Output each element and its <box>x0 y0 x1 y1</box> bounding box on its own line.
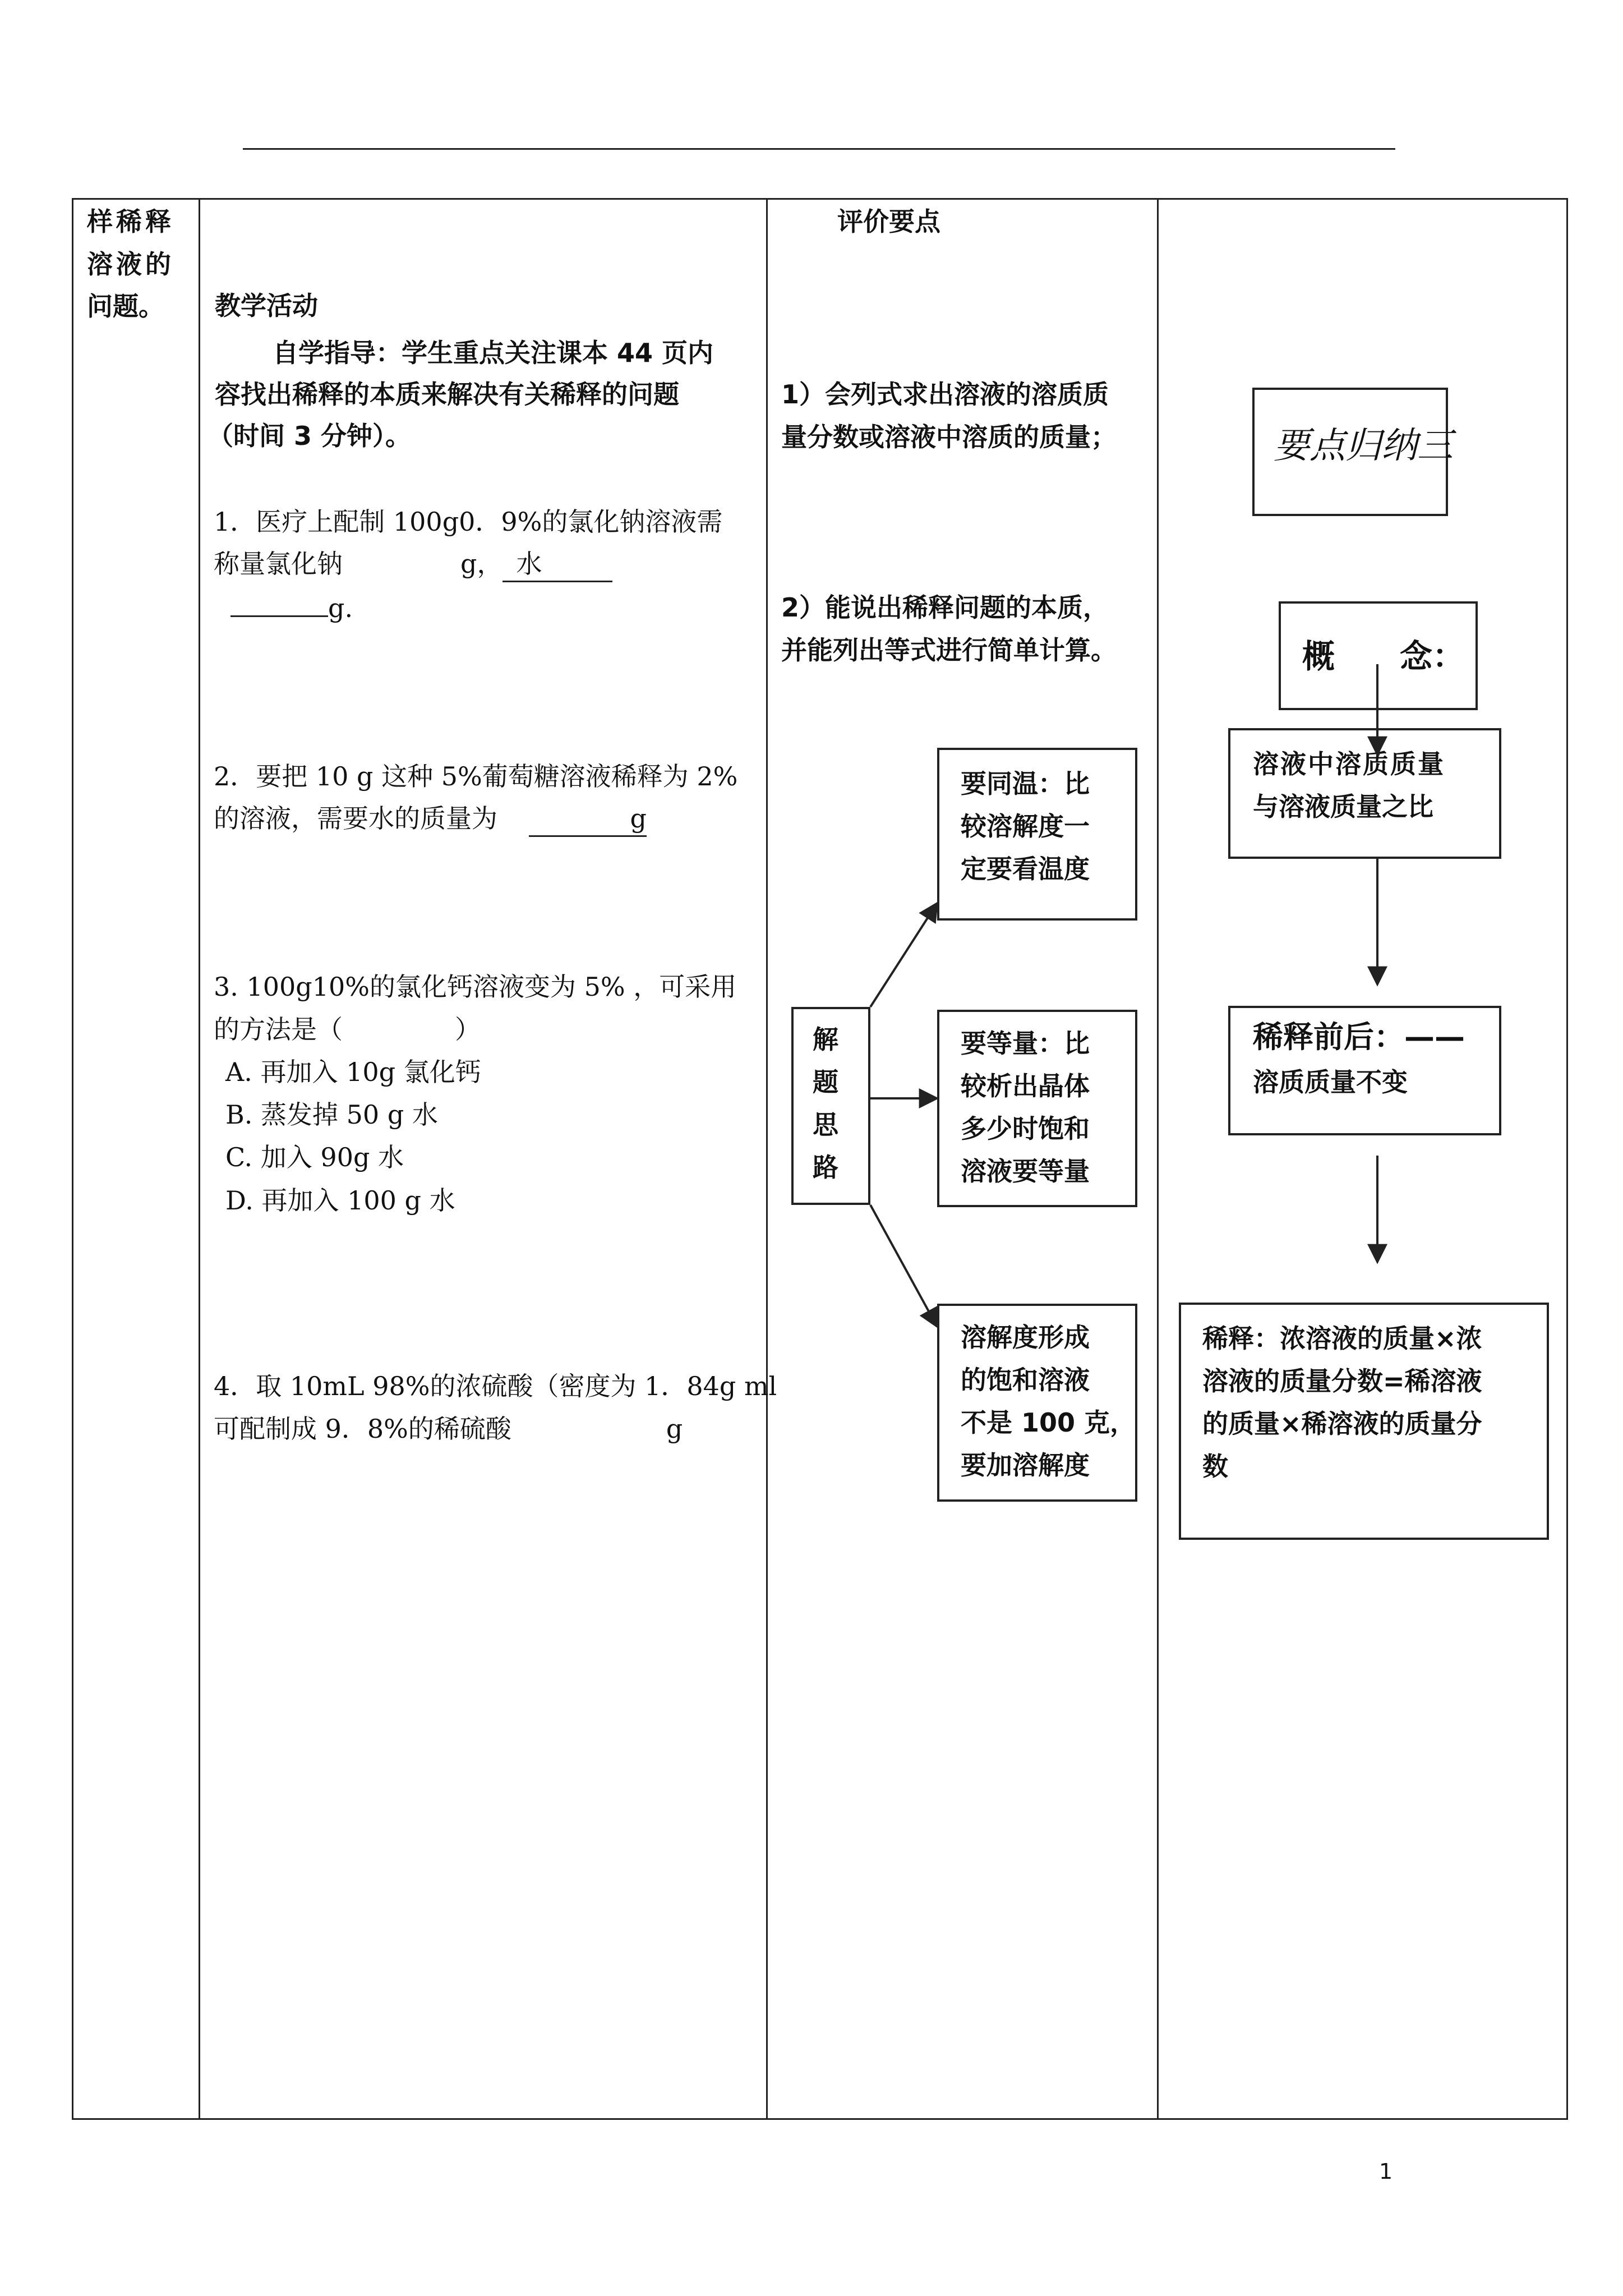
question-1-text: 称量氯化钠 <box>214 549 343 579</box>
diagram-branch-solubility <box>937 1304 1137 1502</box>
concept-label: 概 念： <box>1302 637 1465 675</box>
evaluation-point-2: 并能列出等式进行简单计算。 <box>781 635 1117 665</box>
option-c: C. 加入 90g 水 <box>225 1142 404 1172</box>
header-rule <box>243 148 1395 150</box>
definition-line: 与溶液质量之比 <box>1253 792 1433 822</box>
question-1-line: 1．医疗上配制 100g0．9%的氯化钠溶液需 <box>214 507 723 537</box>
dilution-rule-box <box>1228 1006 1501 1135</box>
evaluation-point-2: 2）能说出稀释问题的本质， <box>781 592 1109 623</box>
evaluation-point-1: 1）会列式求出溶液的溶质质 <box>781 379 1109 409</box>
answer-blank-water[interactable] <box>502 547 612 582</box>
branch-line: 的饱和溶液 <box>961 1365 1090 1395</box>
question-2-text: 的溶液，需要水的质量为 <box>214 803 497 834</box>
root-char: 路 <box>813 1152 838 1182</box>
formula-line: 数 <box>1202 1451 1228 1481</box>
root-char: 题 <box>813 1067 838 1097</box>
evaluation-heading: 评价要点 <box>837 206 940 237</box>
evaluation-point-1: 量分数或溶液中溶质的质量； <box>781 422 1117 452</box>
question-3-line <box>214 1007 481 1051</box>
question-1-unit: g. <box>328 593 353 623</box>
concept-label-box <box>1279 601 1478 710</box>
answer-blank-q2[interactable] <box>529 802 647 837</box>
root-char: 解 <box>813 1024 838 1055</box>
branch-line: 较溶解度一 <box>961 811 1090 841</box>
guide-line: 容找出稀释的本质来解决有关稀释的问题 <box>215 379 679 409</box>
column-divider-3 <box>1157 200 1159 2118</box>
dilution-line: 稀释前后：—— <box>1253 1019 1465 1055</box>
column-divider-2 <box>766 200 768 2118</box>
question-4-unit: g <box>666 1414 683 1444</box>
question-1-line <box>214 542 612 586</box>
topic-line: 样稀释 <box>87 206 174 237</box>
guide-line: （时间 3 分钟）。 <box>208 421 412 451</box>
branch-line: 溶解度形成 <box>961 1322 1090 1352</box>
branch-line: 较析出晶体 <box>961 1071 1090 1101</box>
question-2-unit: g <box>630 803 647 834</box>
branch-line: 要同温：比 <box>961 769 1090 799</box>
answer-blank-water-mass[interactable] <box>230 585 328 617</box>
diagram-branch-temperature <box>937 748 1137 921</box>
question-3-text: 的方法是（ <box>214 1014 343 1045</box>
question-2-line <box>214 797 647 840</box>
topic-line: 溶液的 <box>87 249 174 279</box>
question-1-unit: g， <box>460 549 503 579</box>
question-4-line: 4．取 10mL 98%的浓硫酸（密度为 1．84g ml <box>214 1371 777 1401</box>
branch-line: 要加溶解度 <box>961 1450 1090 1480</box>
option-a: A. 再加入 10g 氯化钙 <box>225 1057 481 1087</box>
activity-heading: 教学活动 <box>215 291 318 321</box>
question-1-line <box>230 585 353 630</box>
branch-line: 定要看温度 <box>961 854 1090 884</box>
summary-title: 要点归纳三 <box>1274 425 1453 467</box>
branch-line: 溶液要等量 <box>961 1156 1090 1186</box>
question-1-water-label: 水 <box>516 549 542 579</box>
option-d: D. 再加入 100 g 水 <box>225 1185 455 1216</box>
diagram-branch-quantity <box>937 1010 1137 1207</box>
branch-line: 多少时饱和 <box>961 1114 1090 1144</box>
definition-box <box>1228 728 1501 859</box>
summary-title-box <box>1252 388 1453 516</box>
root-char: 思 <box>813 1110 838 1140</box>
question-2-line: 2．要把 10 g 这种 5%葡萄糖溶液稀释为 2% <box>214 761 738 792</box>
guide-line: 自学指导：学生重点关注课本 44 页内 <box>273 338 714 368</box>
dilution-formula-box <box>1179 1303 1549 1540</box>
question-3-close: ） <box>455 1014 481 1045</box>
definition-line: 溶液中溶质质量 <box>1253 749 1445 779</box>
formula-line: 的质量×稀溶液的质量分 <box>1202 1409 1482 1439</box>
branch-line: 不是 100 克， <box>961 1407 1136 1438</box>
topic-line: 问题。 <box>87 291 164 321</box>
dilution-line: 溶质质量不变 <box>1253 1067 1408 1097</box>
question-4-text: 可配制成 9．8%的稀硫酸 <box>214 1414 511 1444</box>
page-number: 1 <box>1379 2159 1393 2184</box>
formula-line: 稀释：浓溶液的质量×浓 <box>1202 1323 1482 1354</box>
column-divider-1 <box>199 200 200 2118</box>
diagram-root-box <box>791 1007 870 1205</box>
question-3-line: 3. 100g10%的氯化钙溶液变为 5% ，可采用 <box>214 972 737 1002</box>
question-4-line <box>214 1407 683 1451</box>
branch-line: 要等量：比 <box>961 1028 1090 1059</box>
option-b: B. 蒸发掉 50 g 水 <box>225 1099 438 1130</box>
formula-line: 溶液的质量分数=稀溶液 <box>1202 1366 1482 1396</box>
